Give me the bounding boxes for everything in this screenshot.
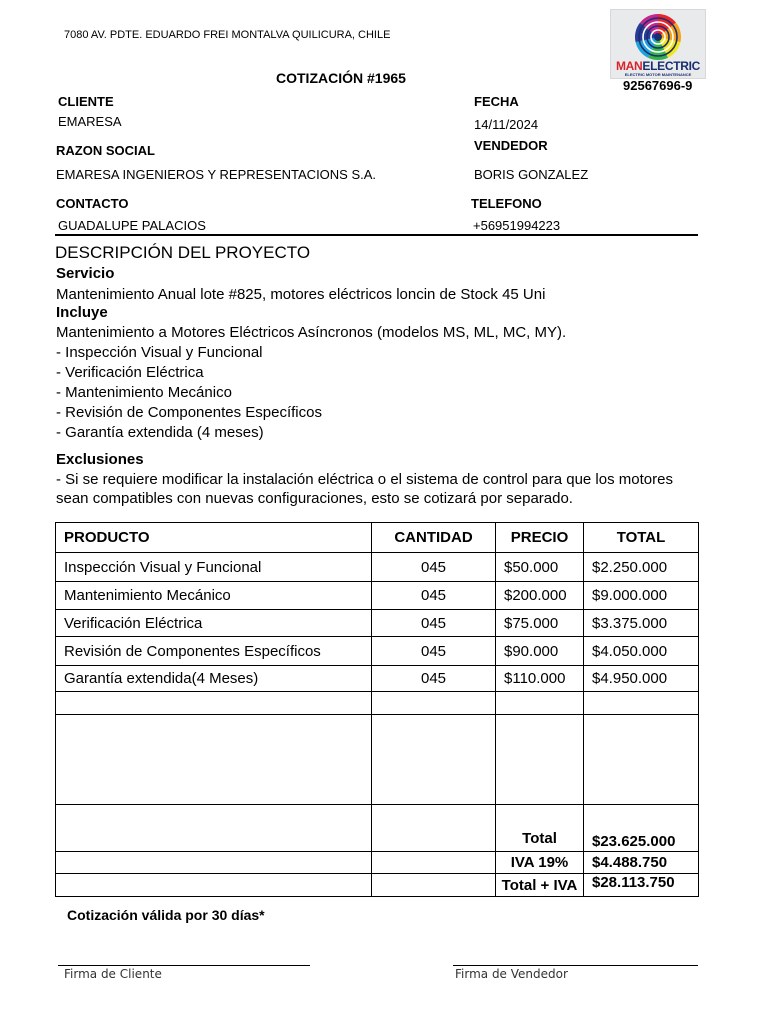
subtotal-value: $23.625.000 bbox=[584, 805, 699, 852]
cell-precio: $200.000 bbox=[496, 582, 584, 610]
cell-total: $4.950.000 bbox=[584, 666, 699, 692]
razon-social-label: RAZON SOCIAL bbox=[56, 143, 155, 158]
telefono-label: TELEFONO bbox=[471, 196, 542, 211]
iva-row bbox=[56, 852, 699, 874]
logo-wordmark-blue: ELECTRIC bbox=[642, 59, 701, 73]
table-row bbox=[56, 582, 699, 610]
quote-title: COTIZACIÓN #1965 bbox=[276, 70, 406, 86]
cell-cantidad: 045 bbox=[372, 610, 496, 637]
cell-producto: Verificación Eléctrica bbox=[56, 610, 372, 637]
col-header-cantidad: CANTIDAD bbox=[372, 523, 496, 553]
incluye-label: Incluye bbox=[56, 304, 108, 321]
cell-precio: $75.000 bbox=[496, 610, 584, 637]
subtotal-row bbox=[56, 805, 699, 852]
table-row bbox=[56, 637, 699, 666]
cell-producto: Garantía extendida(4 Meses) bbox=[56, 666, 372, 692]
validity-note: Cotización válida por 30 días* bbox=[67, 907, 265, 923]
logo-core bbox=[654, 33, 662, 41]
company-logo bbox=[610, 9, 706, 79]
cell-total: $3.375.000 bbox=[584, 610, 699, 637]
col-header-producto: PRODUCTO bbox=[56, 523, 372, 553]
table-header-row bbox=[56, 523, 699, 553]
company-address: 7080 AV. PDTE. EDUARDO FREI MONTALVA QUILICURA, CHILE bbox=[64, 29, 391, 41]
cell-precio: $110.000 bbox=[496, 666, 584, 692]
vendor-signature-line bbox=[453, 965, 698, 966]
table-row-empty bbox=[56, 692, 699, 715]
incluye-item: - Verificación Eléctrica bbox=[56, 364, 204, 381]
cell-producto: Inspección Visual y Funcional bbox=[56, 553, 372, 582]
razon-social-value: EMARESA INGENIEROS Y REPRESENTACIONS S.A. bbox=[56, 167, 377, 182]
incluye-intro: Mantenimiento a Motores Eléctricos Asíncronos (modelos MS, ML, MC, MY). bbox=[56, 324, 567, 341]
incluye-item: - Mantenimiento Mecánico bbox=[56, 384, 232, 401]
exclusiones-text-line2: sean compatibles con nuevas configuraciones, esto se cotizará por separado. bbox=[56, 490, 573, 507]
exclusiones-text-line1: - Si se requiere modificar la instalación eléctrica o el sistema de control para que los motores bbox=[56, 471, 673, 488]
telefono-value: +56951994223 bbox=[473, 218, 561, 233]
table-row-empty bbox=[56, 715, 699, 805]
cliente-label: CLIENTE bbox=[58, 94, 114, 109]
cell-cantidad: 045 bbox=[372, 582, 496, 610]
cell-cantidad: 045 bbox=[372, 666, 496, 692]
servicio-label: Servicio bbox=[56, 265, 115, 282]
table-row bbox=[56, 666, 699, 692]
cell-producto: Revisión de Componentes Específicos bbox=[56, 637, 372, 666]
servicio-text: Mantenimiento Anual lote #825, motores eléctricos loncin de Stock 45 Uni bbox=[56, 286, 546, 303]
cliente-value: EMARESA bbox=[58, 114, 122, 129]
vendedor-label: VENDEDOR bbox=[474, 138, 548, 153]
cell-producto: Mantenimiento Mecánico bbox=[56, 582, 372, 610]
client-signature-line bbox=[58, 965, 310, 966]
logo-emblem-icon bbox=[631, 12, 685, 60]
project-heading: DESCRIPCIÓN DEL PROYECTO bbox=[55, 243, 311, 262]
section-divider bbox=[55, 234, 698, 236]
logo-wordmark bbox=[611, 59, 705, 73]
client-signature-label: Firma de Cliente bbox=[64, 967, 162, 981]
quote-table bbox=[55, 522, 699, 897]
iva-label: IVA 19% bbox=[496, 852, 584, 874]
cell-precio: $90.000 bbox=[496, 637, 584, 666]
total-iva-row bbox=[56, 874, 699, 897]
cell-cantidad: 045 bbox=[372, 553, 496, 582]
company-rut: 92567696-9 bbox=[623, 78, 693, 93]
logo-tagline: ELECTRIC MOTOR MAINTENANCE bbox=[624, 72, 692, 77]
total-iva-label: Total + IVA bbox=[496, 874, 584, 897]
contacto-value: GUADALUPE PALACIOS bbox=[58, 218, 206, 233]
iva-value: $4.488.750 bbox=[584, 852, 699, 874]
vendor-signature-label: Firma de Vendedor bbox=[455, 967, 568, 981]
incluye-item: - Garantía extendida (4 meses) bbox=[56, 424, 264, 441]
total-iva-value: $28.113.750 bbox=[584, 874, 699, 897]
cell-total: $4.050.000 bbox=[584, 637, 699, 666]
vendedor-value: BORIS GONZALEZ bbox=[474, 167, 589, 182]
col-header-precio: PRECIO bbox=[496, 523, 584, 553]
fecha-label: FECHA bbox=[474, 94, 519, 109]
logo-wordmark-red: MAN bbox=[615, 59, 643, 73]
table-row bbox=[56, 553, 699, 582]
cell-total: $9.000.000 bbox=[584, 582, 699, 610]
exclusiones-label: Exclusiones bbox=[56, 451, 144, 468]
cell-precio: $50.000 bbox=[496, 553, 584, 582]
cell-total: $2.250.000 bbox=[584, 553, 699, 582]
incluye-item: - Inspección Visual y Funcional bbox=[56, 344, 263, 361]
cell-cantidad: 045 bbox=[372, 637, 496, 666]
fecha-value: 14/11/2024 bbox=[474, 117, 539, 132]
subtotal-label: Total bbox=[496, 805, 584, 852]
table-row bbox=[56, 610, 699, 637]
contacto-label: CONTACTO bbox=[56, 196, 129, 211]
col-header-total: TOTAL bbox=[584, 523, 699, 553]
incluye-item: - Revisión de Componentes Específicos bbox=[56, 404, 322, 421]
